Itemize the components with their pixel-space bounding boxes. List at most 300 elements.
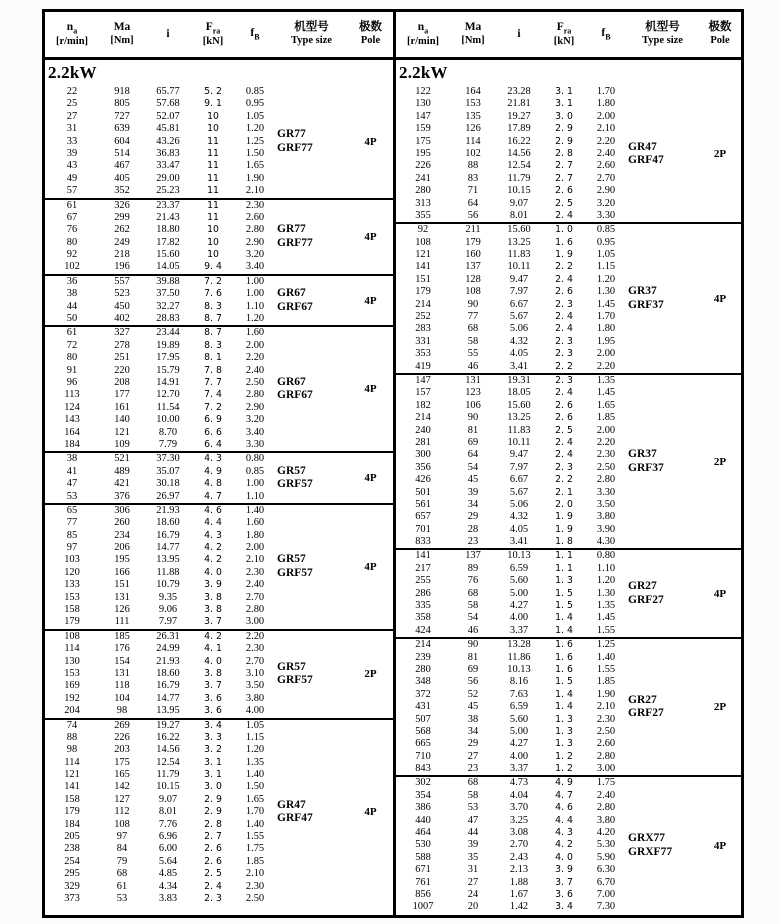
cell-fb: 1.55: [596, 624, 616, 636]
cell-na: 281: [415, 436, 431, 448]
power-section-label: 2.2kW: [399, 63, 448, 82]
column-header-main: [235, 27, 275, 42]
cell-i: 24.99: [156, 643, 180, 655]
table-row: [396, 210, 626, 222]
cell-na: 671: [415, 864, 431, 876]
cell-ma: 31: [467, 864, 479, 876]
cell-ma: 34: [467, 725, 479, 737]
cell-i: 14.56: [156, 744, 180, 756]
table-row: [396, 889, 626, 901]
cell-na: 280: [415, 663, 431, 675]
cell-ma: 131: [114, 591, 130, 603]
cell-fra: 2. 4: [555, 311, 573, 323]
cell-fb: 3.40: [245, 426, 265, 438]
cell-na: 157: [415, 387, 431, 399]
type-size-label: [626, 86, 699, 222]
cell-i: 35.07: [156, 465, 180, 477]
table-row: [396, 877, 626, 889]
cell-na: 331: [415, 335, 431, 347]
type-size-line2: GRXF77: [628, 845, 673, 858]
column-header-text: Ma: [113, 21, 131, 34]
cell-ma: 56: [467, 209, 479, 221]
cell-na: 241: [415, 172, 431, 184]
table-row: [396, 237, 626, 249]
cell-fra: 2. 9: [204, 806, 222, 818]
cell-fb: 2.10: [245, 185, 265, 197]
cell-ma: 68: [467, 323, 479, 335]
cell-i: 16.22: [156, 731, 180, 743]
cell-fb: 2.30: [596, 713, 616, 725]
cell-fb: 1.85: [596, 412, 616, 424]
table-row: [45, 893, 275, 905]
table-row: [45, 604, 275, 616]
cell-na: 143: [64, 414, 80, 426]
cell-fb: 1.80: [596, 323, 616, 335]
cell-fb: 1.50: [245, 147, 265, 159]
cell-fb: 1.95: [596, 335, 616, 347]
cell-i: 65.77: [156, 86, 180, 97]
cell-fb: 1.85: [596, 676, 616, 688]
cell-fra: 2. 4: [555, 436, 573, 448]
table-row: [396, 815, 626, 827]
cell-fb: 5.90: [596, 851, 616, 863]
cell-fra: 1. 1: [555, 562, 573, 574]
cell-fra: 7. 7: [204, 376, 222, 388]
cell-na: 97: [66, 542, 78, 554]
table-row: [396, 499, 626, 511]
cell-ma: 467: [114, 160, 130, 172]
cell-na: 133: [64, 579, 80, 591]
column-header-main: [145, 28, 191, 42]
cell-fb: 1.25: [596, 639, 616, 651]
cell-fra: 4. 8: [204, 478, 222, 490]
cell-ma: 84: [116, 843, 128, 855]
table-row: [45, 98, 275, 110]
cell-fb: 2.50: [596, 725, 616, 737]
cell-na: 530: [415, 839, 431, 851]
cell-fra: 2. 4: [555, 323, 573, 335]
table-row: [45, 136, 275, 148]
cell-fb: 1.20: [245, 123, 265, 135]
group-rows: [396, 224, 626, 373]
cell-fra: 1. 4: [555, 701, 573, 713]
spec-group: [45, 503, 393, 629]
table-row: [45, 732, 275, 744]
table-row: [45, 856, 275, 868]
cell-fb: 2.30: [245, 880, 265, 892]
cell-fb: 1.20: [596, 273, 616, 285]
group-rows: [45, 453, 275, 503]
column-header-text: 机型号: [645, 21, 680, 34]
cell-fb: 2.10: [596, 123, 616, 135]
type-size-label: [626, 375, 699, 548]
cell-fb: 1.40: [245, 818, 265, 830]
cell-ma: 805: [114, 98, 130, 110]
group-rows: [396, 550, 626, 637]
cell-fb: 3.00: [245, 616, 265, 628]
table-row: [45, 530, 275, 542]
table-row: [396, 299, 626, 311]
cell-i: 12.54: [156, 756, 180, 768]
cell-i: 25.23: [156, 185, 180, 197]
cell-fra: 2. 7: [555, 160, 573, 172]
cell-ma: 260: [114, 517, 130, 529]
cell-i: 4.04: [509, 789, 529, 801]
cell-fb: 1.70: [596, 311, 616, 323]
cell-ma: 54: [467, 612, 479, 624]
column-header-text: i: [166, 27, 170, 40]
type-size-line2: GRF27: [628, 593, 664, 606]
cell-i: 14.56: [507, 147, 531, 159]
cell-fb: 3.20: [596, 197, 616, 209]
cell-ma: 918: [114, 86, 130, 97]
cell-fra: 1. 4: [555, 612, 573, 624]
cell-na: 120: [64, 566, 80, 578]
cell-na: 335: [415, 600, 431, 612]
group-rows: [45, 276, 275, 326]
pole-label: 2P: [713, 148, 727, 161]
cell-ma: 176: [114, 643, 130, 655]
cell-na: 61: [66, 327, 78, 339]
table-row: [396, 286, 626, 298]
table-row: [396, 274, 626, 286]
cell-na: 179: [64, 616, 80, 628]
cell-fb: 1.15: [245, 731, 265, 743]
cell-fb: 3.20: [245, 249, 265, 261]
table-row: [45, 616, 275, 628]
spec-group: [396, 775, 741, 913]
cell-i: 5.06: [509, 323, 529, 335]
cell-ma: 137: [465, 261, 481, 273]
table-row: [45, 705, 275, 717]
cell-na: 98: [66, 744, 78, 756]
table-row: [396, 777, 626, 789]
cell-ma: 402: [114, 313, 130, 325]
table-row: [45, 579, 275, 591]
column-header-pole: [348, 21, 393, 47]
cell-fra: 2. 6: [555, 286, 573, 298]
cell-fra: 1. 1: [555, 550, 573, 562]
cell-fra: 1. 9: [555, 523, 573, 535]
cell-fb: 2.80: [596, 474, 616, 486]
cell-ma: 68: [467, 777, 479, 789]
groups-container: [45, 86, 393, 915]
table-row: [45, 185, 275, 197]
cell-na: 85: [66, 529, 78, 541]
cell-na: 424: [415, 624, 431, 636]
cell-na: 286: [415, 587, 431, 599]
cell-na: 88: [66, 731, 78, 743]
cell-fb: 1.40: [245, 769, 265, 781]
table-row: [45, 340, 275, 352]
table-row: [45, 414, 275, 426]
cell-fra: 1. 9: [555, 249, 573, 261]
cell-na: 239: [415, 651, 431, 663]
cell-na: 856: [415, 889, 431, 900]
cell-fra: 1. 0: [555, 224, 573, 236]
cell-i: 6.59: [509, 701, 529, 713]
cell-i: 14.05: [156, 261, 180, 273]
table-row: [45, 744, 275, 756]
table-row: [45, 542, 275, 554]
cell-i: 26.31: [156, 630, 180, 642]
cell-na: 843: [415, 763, 431, 775]
table-row: [45, 365, 275, 377]
cell-i: 11.86: [507, 651, 531, 663]
cell-fb: 2.80: [596, 750, 616, 762]
pole-label: 4P: [364, 135, 377, 148]
cell-ma: 114: [465, 135, 481, 147]
column-header-i: [145, 28, 191, 42]
table-row: [396, 336, 626, 348]
table-row: [45, 567, 275, 579]
cell-na: 108: [415, 236, 431, 248]
cell-na: 33: [66, 135, 78, 147]
type-size-line2: GRF47: [628, 154, 664, 167]
pole-label: 4P: [713, 587, 727, 600]
cell-ma: 104: [114, 692, 130, 704]
column-header-unit: Type size: [291, 35, 332, 47]
cell-fb: 3.80: [596, 814, 616, 826]
cell-na: 238: [64, 843, 80, 855]
cell-i: 9.47: [509, 273, 529, 285]
group-rows: [45, 505, 275, 629]
table-row: [45, 831, 275, 843]
cell-ma: 489: [114, 465, 130, 477]
table-row: [45, 680, 275, 692]
column-header-text: i: [517, 27, 521, 40]
cell-fra: 2. 7: [204, 831, 222, 843]
table-header: [396, 12, 741, 60]
table-row: [396, 864, 626, 876]
cell-ma: 77: [467, 311, 479, 323]
table-row: [45, 261, 275, 273]
cell-i: 21.93: [156, 655, 180, 667]
cell-ma: 23: [467, 536, 479, 548]
type-size-label: [626, 639, 699, 775]
cell-i: 17.82: [156, 236, 180, 248]
cell-fra: 10: [207, 249, 219, 261]
cell-ma: 251: [114, 352, 130, 364]
cell-i: 1.88: [509, 876, 529, 888]
cell-fra: 2. 6: [204, 843, 222, 855]
column-header-main: [348, 21, 393, 35]
cell-ma: 249: [114, 236, 130, 248]
cell-fra: 1. 3: [555, 725, 573, 737]
cell-fra: 2. 3: [555, 348, 573, 360]
cell-ma: 27: [467, 876, 479, 888]
cell-na: 50: [66, 313, 78, 325]
type-size-label: [626, 777, 699, 913]
column-header-main: [45, 21, 99, 36]
cell-fra: 3. 9: [555, 864, 573, 876]
cell-i: 4.32: [509, 335, 529, 347]
cell-na: 147: [415, 110, 431, 122]
cell-fra: 1. 9: [555, 511, 573, 523]
cell-fb: 1.40: [596, 651, 616, 663]
table-row: [396, 198, 626, 210]
pole-label: 4P: [364, 383, 377, 396]
table-row: [396, 511, 626, 523]
table-row: [396, 111, 626, 123]
table-row: [396, 536, 626, 548]
cell-fra: 2. 6: [204, 855, 222, 867]
cell-ma: 46: [467, 360, 479, 372]
cell-ma: 53: [116, 893, 128, 904]
cell-fra: 8. 1: [204, 352, 222, 364]
cell-ma: 220: [114, 364, 130, 376]
cell-na: 61: [66, 199, 78, 211]
cell-fra: 2. 8: [555, 147, 573, 159]
pole-label: 4P: [364, 560, 377, 573]
group-rows: [45, 200, 275, 274]
table-row: [45, 720, 275, 732]
cell-fra: 1. 6: [555, 639, 573, 651]
type-size-label: [275, 505, 348, 629]
cell-i: 3.41: [509, 360, 529, 372]
cell-ma: 208: [114, 376, 130, 388]
cell-na: 141: [415, 550, 431, 562]
cell-na: 103: [64, 554, 80, 566]
cell-na: 38: [66, 288, 78, 300]
column-header-fra: [191, 21, 235, 48]
type-size-line1: GR27: [628, 580, 657, 593]
table-row: [396, 751, 626, 763]
group-rows: [45, 720, 275, 906]
cell-na: 53: [66, 490, 78, 502]
cell-ma: 269: [114, 719, 130, 731]
cell-fra: 4. 0: [204, 566, 222, 578]
cell-na: 151: [415, 273, 431, 285]
cell-i: 2.70: [509, 839, 529, 851]
cell-na: 158: [64, 793, 80, 805]
cell-fra: 2. 9: [555, 123, 573, 135]
cell-fra: 4. 3: [204, 453, 222, 465]
group-rows: [45, 631, 275, 718]
table-row: [396, 726, 626, 738]
spec-group: [396, 86, 741, 222]
cell-na: 77: [66, 517, 78, 529]
cell-na: 588: [415, 851, 431, 863]
pole-label: 2P: [364, 668, 377, 681]
cell-na: 426: [415, 474, 431, 486]
table-row: [45, 453, 275, 465]
cell-ma: 123: [465, 387, 481, 399]
cell-i: 45.81: [156, 123, 180, 135]
table-row: [45, 427, 275, 439]
cell-i: 10.00: [156, 414, 180, 426]
cell-ma: 58: [467, 335, 479, 347]
cell-fb: 2.30: [596, 449, 616, 461]
cell-i: 14.91: [156, 376, 180, 388]
cell-fb: 2.80: [596, 802, 616, 814]
type-size-label: [275, 631, 348, 718]
table-row: [396, 827, 626, 839]
pole-label: 4P: [713, 839, 727, 852]
table-row: [45, 643, 275, 655]
cell-na: 130: [64, 655, 80, 667]
cell-fb: 3.80: [596, 511, 616, 523]
spec-group: [45, 198, 393, 274]
table-row: [396, 224, 626, 236]
table-row: [45, 693, 275, 705]
cell-ma: 161: [114, 401, 130, 413]
cell-ma: 58: [467, 600, 479, 612]
cell-i: 19.31: [507, 374, 531, 386]
cell-ma: 352: [114, 185, 130, 197]
cell-fb: 2.20: [596, 135, 616, 147]
table-row: [396, 790, 626, 802]
cell-i: 10.15: [507, 185, 531, 197]
cell-fb: 2.80: [245, 224, 265, 236]
type-size-label: [275, 327, 348, 451]
table-row: [45, 868, 275, 880]
cell-ma: 90: [467, 639, 479, 651]
table-row: [45, 631, 275, 643]
cell-fb: 2.50: [245, 893, 265, 904]
cell-i: 37.30: [156, 453, 180, 465]
table-row: [45, 212, 275, 224]
table-row: [396, 387, 626, 399]
pole-label: 4P: [364, 294, 377, 307]
cell-i: 19.27: [156, 719, 180, 731]
cell-na: 280: [415, 185, 431, 197]
cell-ma: 135: [465, 110, 481, 122]
cell-ma: 35: [467, 851, 479, 863]
cell-na: 80: [66, 236, 78, 248]
cell-fb: 0.80: [245, 453, 265, 465]
column-header-text: n: [417, 20, 425, 33]
cell-fb: 1.10: [596, 562, 616, 574]
group-rows: [396, 777, 626, 913]
column-header-main: [450, 21, 496, 35]
cell-ma: 118: [114, 680, 130, 692]
cell-i: 5.06: [509, 498, 529, 510]
column-header-pole: [699, 21, 741, 47]
cell-na: 252: [415, 311, 431, 323]
cell-i: 52.07: [156, 110, 180, 122]
type-size-line2: GRF57: [277, 566, 313, 579]
cell-fra: 8. 3: [204, 300, 222, 312]
cell-fb: 2.60: [596, 738, 616, 750]
cell-na: 761: [415, 876, 431, 888]
cell-ma: 81: [467, 651, 479, 663]
cell-fra: 1. 4: [555, 624, 573, 636]
column-header-ma: [450, 21, 496, 47]
table-row: [45, 402, 275, 414]
cell-ma: 218: [114, 249, 130, 261]
cell-fra: 3. 9: [204, 579, 222, 591]
cell-fra: 2. 3: [555, 335, 573, 347]
table-row: [396, 412, 626, 424]
cell-na: 254: [64, 855, 80, 867]
cell-ma: 108: [114, 818, 130, 830]
cell-fb: 1.30: [596, 286, 616, 298]
cell-ma: 28: [467, 523, 479, 535]
type-size-line2: GRF67: [277, 300, 313, 313]
table-row: [396, 361, 626, 373]
cell-i: 9.47: [509, 449, 529, 461]
cell-na: 657: [415, 511, 431, 523]
cell-na: 114: [64, 643, 80, 655]
cell-i: 2.13: [509, 864, 529, 876]
table-row: [45, 794, 275, 806]
cell-i: 30.18: [156, 478, 180, 490]
cell-fra: 3. 7: [204, 680, 222, 692]
cell-ma: 69: [467, 663, 479, 675]
cell-na: 295: [64, 868, 80, 880]
cell-ma: 53: [467, 802, 479, 814]
